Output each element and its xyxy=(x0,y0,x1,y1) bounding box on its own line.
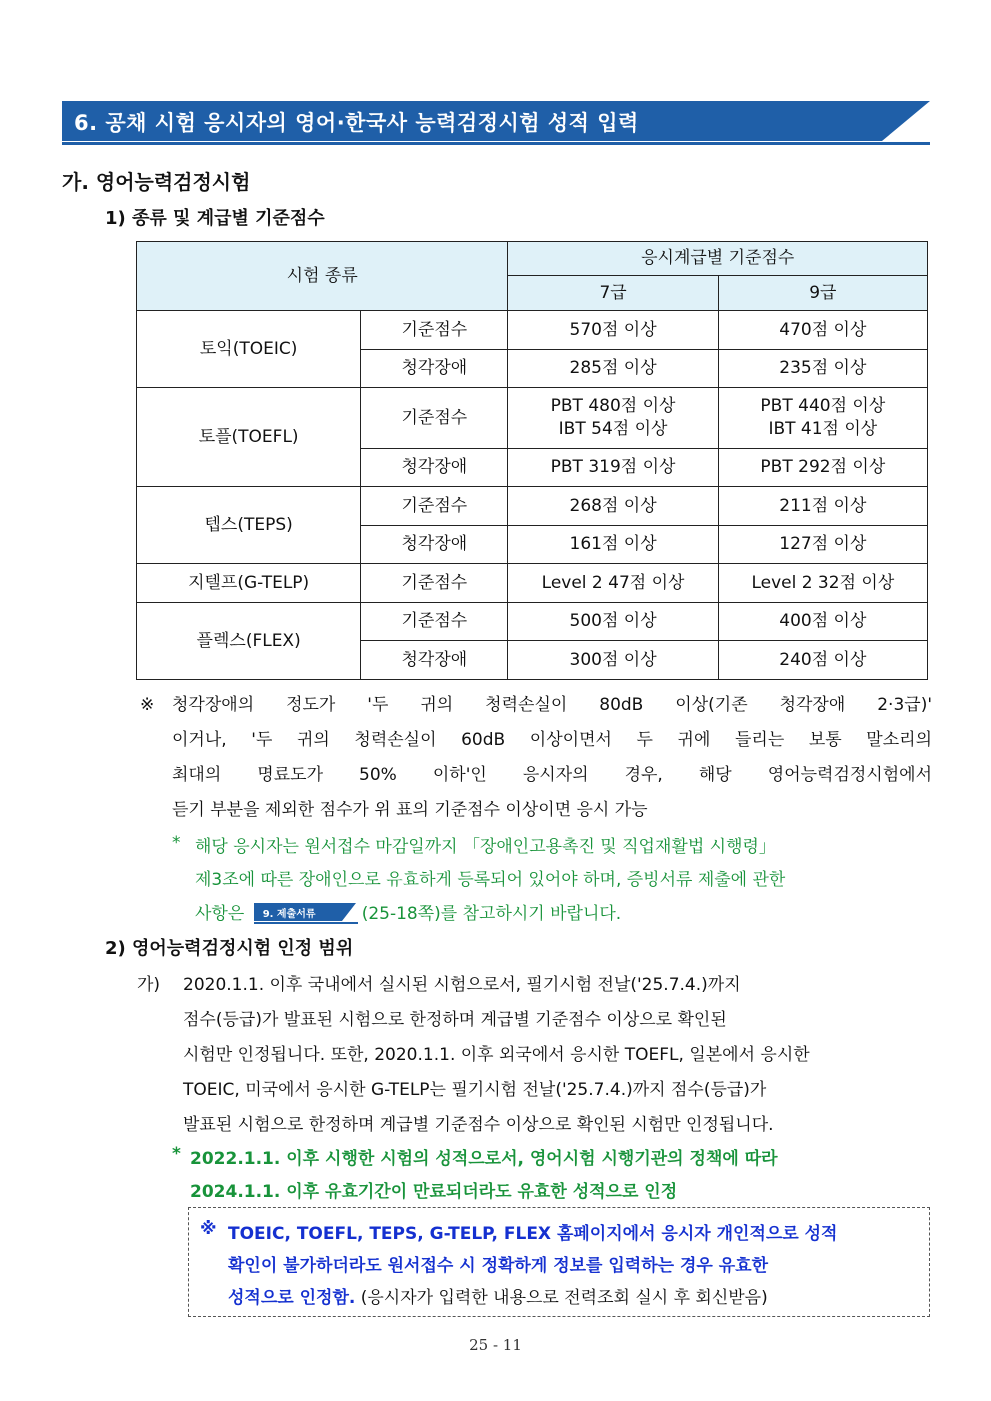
row-label: 청각장애 xyxy=(361,350,508,388)
score-cell: 285점 이상 xyxy=(508,350,718,388)
notice-mark: ※ xyxy=(200,1219,217,1239)
row-label: 청각장애 xyxy=(361,449,508,487)
row-label: 기준점수 xyxy=(361,564,508,603)
note-line: 듣기 부분을 제외한 점수가 위 표의 기준점수 이상이면 응시 가능 xyxy=(172,800,648,820)
subsection-title: 가. 영어능력검정시험 xyxy=(62,170,251,194)
item2-title: 2) 영어능력검정시험 인정 범위 xyxy=(105,938,354,959)
green-note-star: * xyxy=(172,833,181,853)
green-note-line3 xyxy=(195,899,621,925)
header-grade-group: 응시계급별 기준점수 xyxy=(508,242,928,276)
green-note-text: 사항은 xyxy=(195,904,245,924)
score-cell: 570점 이상 xyxy=(508,311,718,350)
notice-rest-text: (응시자가 입력한 내용으로 전력조회 실시 후 회신받음) xyxy=(360,1288,768,1308)
score-cell: 161점 이상 xyxy=(508,526,718,564)
score-cell: Level 2 47점 이상 xyxy=(508,564,718,603)
section-header-underline xyxy=(62,142,930,145)
score-cell: 211점 이상 xyxy=(718,487,927,526)
score-cell xyxy=(508,388,718,449)
note-line: 청각장애의 정도가 '두 귀의 청력손실이 80dB 이상(기존 청각장애 2·3급)' xyxy=(172,695,932,715)
row-label: 기준점수 xyxy=(361,487,508,526)
score-line: IBT 41점 이상 xyxy=(768,419,878,439)
green-note-text: (25-18쪽)를 참고하시기 바랍니다. xyxy=(361,904,622,924)
note-line: 이거나, '두 귀의 청력손실이 60dB 이상이면서 두 귀에 들리는 보통 말소리의 xyxy=(172,730,932,750)
reference-mark: ※ xyxy=(140,695,155,715)
item2-line: 발표된 시험으로 한정하며 계급별 기준점수 이상으로 확인된 시험만 인정됩니다. xyxy=(183,1115,774,1135)
item2-line: 시험만 인정됩니다. 또한, 2020.1.1. 이후 외국에서 응시한 TOEFL, 일본에서 응시한 xyxy=(183,1045,810,1065)
score-line: IBT 54점 이상 xyxy=(558,419,668,439)
item2-marker: 가) xyxy=(137,975,161,995)
score-line: PBT 480점 이상 xyxy=(550,396,676,417)
score-cell: Level 2 32점 이상 xyxy=(718,564,927,603)
score-cell: 400점 이상 xyxy=(718,603,927,641)
submission-docs-badge xyxy=(254,903,358,925)
note-line: 최대의 명료도가 50% 이하'인 응시자의 경우, 해당 영어능력검정시험에서 xyxy=(172,765,932,785)
item2-line: 2020.1.1. 이후 국내에서 실시된 시험으로서, 필기시험 전날('25.7.4.)까지 xyxy=(183,975,741,995)
badge-underline xyxy=(254,922,358,924)
table-row xyxy=(137,311,928,350)
table-row xyxy=(137,564,928,603)
item2-star: * xyxy=(172,1144,181,1164)
score-table xyxy=(136,241,928,680)
notice-line: TOEIC, TOEFL, TEPS, G-TELP, FLEX 홈페이지에서 응시자 개인적으로 성적 xyxy=(228,1224,838,1244)
score-cell: PBT 319점 이상 xyxy=(508,449,718,487)
exam-name: 토플(TOEFL) xyxy=(137,388,361,487)
score-cell: 470점 이상 xyxy=(718,311,927,350)
score-cell: 268점 이상 xyxy=(508,487,718,526)
exam-name: 플렉스(FLEX) xyxy=(137,603,361,680)
item2-line: 점수(등급)가 발표된 시험으로 한정하며 계급별 기준점수 이상으로 확인된 xyxy=(183,1010,727,1030)
score-cell: 235점 이상 xyxy=(718,350,927,388)
item1-title: 1) 종류 및 계급별 기준점수 xyxy=(105,208,325,229)
exam-name: 지텔프(G-TELP) xyxy=(137,564,361,603)
table-row xyxy=(137,388,928,449)
exam-name: 토익(TOEIC) xyxy=(137,311,361,388)
badge-label: 9. 제출서류 xyxy=(262,909,316,920)
row-label: 청각장애 xyxy=(361,526,508,564)
notice-line: 확인이 불가하더라도 원서접수 시 정확하게 정보를 입력하는 경우 유효한 xyxy=(228,1256,769,1276)
badge-tab-shape xyxy=(342,903,356,921)
green-note-line: 해당 응시자는 원서접수 마감일까지 「장애인고용촉진 및 직업재활법 시행령」 xyxy=(195,837,776,857)
row-label: 기준점수 xyxy=(361,603,508,641)
hearing-impaired-note xyxy=(140,688,940,828)
section-header-tab-shape xyxy=(882,101,930,141)
row-label: 기준점수 xyxy=(361,388,508,449)
header-exam-type: 시험 종류 xyxy=(137,242,508,311)
table-row xyxy=(137,603,928,641)
exam-name: 텝스(TEPS) xyxy=(137,487,361,564)
row-label: 기준점수 xyxy=(361,311,508,350)
notice-bold-text: 성적으로 인정함. xyxy=(228,1288,356,1308)
score-cell: 127점 이상 xyxy=(718,526,927,564)
score-cell: 240점 이상 xyxy=(718,641,927,680)
page-number: 25 - 11 xyxy=(469,1336,522,1354)
notice-line3 xyxy=(228,1283,768,1308)
score-cell: PBT 292점 이상 xyxy=(718,449,927,487)
score-cell: 300점 이상 xyxy=(508,641,718,680)
section-title: 6. 공채 시험 응시자의 영어·한국사 능력검정시험 성적 입력 xyxy=(74,111,639,135)
green-note-line: 제3조에 따른 장애인으로 유효하게 등록되어 있어야 하며, 증빙서류 제출에 관한 xyxy=(195,870,786,890)
score-cell: 500점 이상 xyxy=(508,603,718,641)
score-line: PBT 440점 이상 xyxy=(760,396,886,417)
item2-green-line: 2022.1.1. 이후 시행한 시험의 성적으로서, 영어시험 시행기관의 정책에 따라 xyxy=(190,1149,778,1169)
table-header-row xyxy=(137,242,928,276)
row-label: 청각장애 xyxy=(361,641,508,680)
table-row xyxy=(137,487,928,526)
header-grade9: 9급 xyxy=(718,276,927,311)
section-header xyxy=(62,101,930,145)
item2-green-line: 2024.1.1. 이후 유효기간이 만료되더라도 유효한 성적으로 인정 xyxy=(190,1182,678,1202)
header-grade7: 7급 xyxy=(508,276,718,311)
item2-line: TOEIC, 미국에서 응시한 G-TELP는 필기시험 전날('25.7.4.)까지 점수(등급)가 xyxy=(183,1080,767,1100)
score-cell xyxy=(718,388,927,449)
